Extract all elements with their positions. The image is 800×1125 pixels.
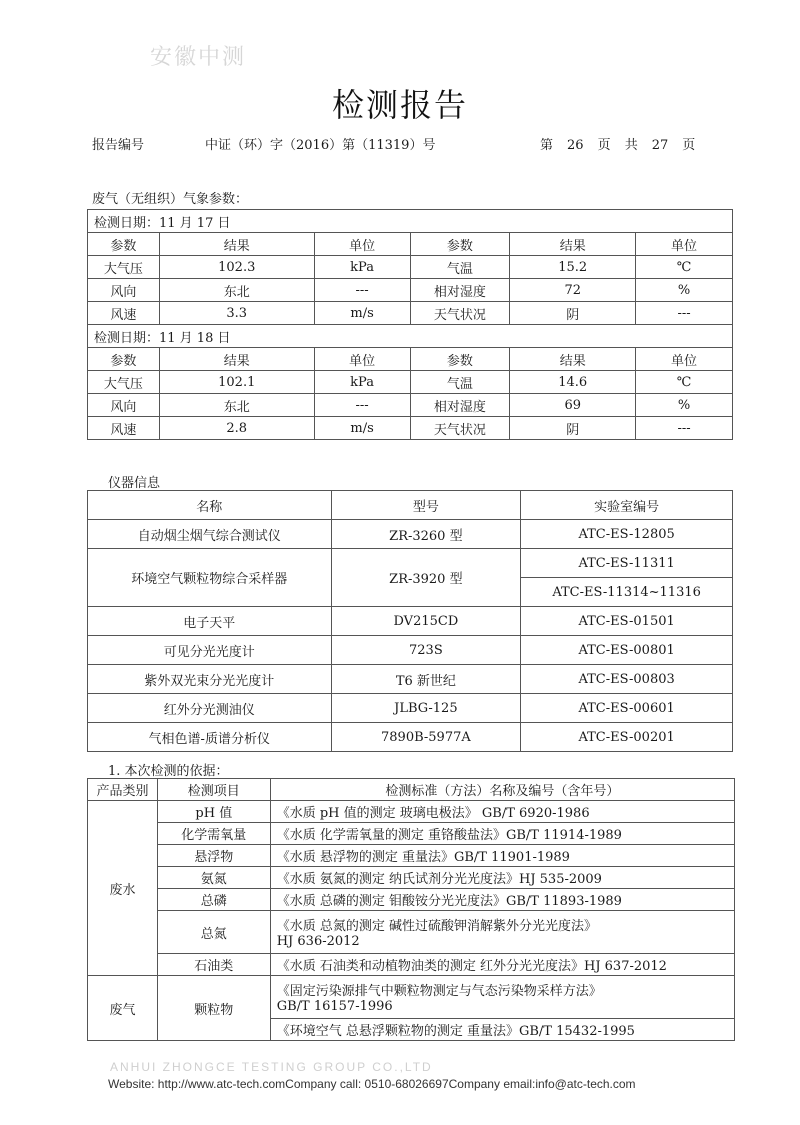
table-cell: 东北 [159, 279, 314, 302]
page-info [540, 134, 709, 153]
standard-cell [270, 845, 734, 867]
column-header: 结果 [159, 348, 314, 371]
table-cell: 3.3 [159, 302, 314, 325]
document-title: 检测报告 [331, 86, 468, 124]
column-header: 检测标准（方法）名称及编号（含年号） [270, 779, 734, 801]
column-header: 结果 [510, 233, 636, 256]
instrument-name: 电子天平 [88, 607, 332, 636]
date-row [88, 325, 733, 348]
table-cell: 相对湿度 [410, 279, 510, 302]
table-cell: --- [636, 417, 733, 440]
column-header: 参数 [88, 348, 160, 371]
table-row [88, 607, 733, 636]
column-header: 检测项目 [157, 779, 270, 801]
lab-id: ATC-ES-12805 [521, 520, 733, 549]
test-item: pH 值 [157, 801, 270, 823]
table-row [88, 889, 735, 911]
header-row [88, 233, 733, 256]
table-row [88, 302, 733, 325]
lab-id: ATC-ES-00801 [521, 636, 733, 665]
test-item: 总氮 [157, 911, 270, 954]
basis-section-title: 1. 本次检测的依据： [108, 764, 229, 779]
table-row [88, 976, 735, 1019]
table-cell: 15.2 [510, 256, 636, 279]
standard-line: 《水质 悬浮物的测定 重量法》GB/T 11901-1989 [276, 850, 570, 865]
column-header: 单位 [636, 348, 733, 371]
lab-id: ATC-ES-11314~11316 [521, 578, 733, 607]
table-row [88, 845, 735, 867]
page-mid: 页 共 [597, 138, 638, 153]
standard-line: GB/T 16157-1996 [276, 999, 393, 1014]
header-row [88, 491, 733, 520]
faded-stamp-watermark: 安徽中测 [150, 45, 247, 70]
instruments-section-title: 仪器信息 [108, 476, 161, 491]
column-header: 单位 [314, 348, 410, 371]
standard-cell [270, 976, 734, 1019]
standard-cell [270, 801, 734, 823]
basis-table [87, 778, 735, 1041]
instrument-model: 723S [331, 636, 521, 665]
instrument-model: ZR-3260 型 [331, 520, 521, 549]
product-category: 废水 [88, 801, 158, 976]
column-header: 产品类别 [88, 779, 158, 801]
lab-id: ATC-ES-11311 [521, 549, 733, 578]
standard-line: 《水质 pH 值的测定 玻璃电极法》 GB/T 6920-1986 [276, 806, 590, 821]
table-row [88, 867, 735, 889]
table-row [88, 394, 733, 417]
table-cell: 气温 [410, 371, 510, 394]
test-item: 石油类 [157, 954, 270, 976]
page-prefix: 第 [540, 138, 554, 153]
table-cell: --- [314, 394, 410, 417]
table-cell: --- [314, 279, 410, 302]
standard-line: 《水质 石油类和动植物油类的测定 红外分光光度法》HJ 637-2012 [276, 959, 667, 974]
column-header: 结果 [159, 233, 314, 256]
page-current: 26 [567, 138, 584, 153]
table-row [88, 954, 735, 976]
column-header: 参数 [410, 233, 510, 256]
footer-contact: Website: http://www.atc-tech.comCompany call: 0510-68026697Company email:info@atc-tech.com [108, 1077, 636, 1091]
test-item: 氨氮 [157, 867, 270, 889]
table-cell: 天气状况 [410, 417, 510, 440]
instruments-table [87, 490, 733, 752]
table-row [88, 549, 733, 578]
instrument-model: DV215CD [331, 607, 521, 636]
table-cell: kPa [314, 256, 410, 279]
test-date: 检测日期：11 月 17 日 [88, 210, 733, 233]
column-header: 型号 [331, 491, 521, 520]
test-item: 总磷 [157, 889, 270, 911]
report-number: 中证（环）字（2016）第（11319）号 [205, 138, 436, 153]
table-cell: ℃ [636, 371, 733, 394]
standard-cell: 《环境空气 总悬浮颗粒物的测定 重量法》GB/T 15432-1995 [270, 1019, 734, 1041]
lab-id: ATC-ES-00601 [521, 694, 733, 723]
standard-line: 《水质 总磷的测定 钼酸铵分光光度法》GB/T 11893-1989 [276, 894, 622, 909]
instrument-name: 自动烟尘烟气综合测试仪 [88, 520, 332, 549]
faded-company-name: ANHUI ZHONGCE TESTING GROUP CO.,LTD [110, 1060, 433, 1074]
table-cell: 相对湿度 [410, 394, 510, 417]
table-row [88, 279, 733, 302]
standard-line: 《固定污染源排气中颗粒物测定与气态污染物采样方法》 [276, 984, 602, 999]
table-cell: 阴 [510, 302, 636, 325]
instrument-name: 环境空气颗粒物综合采样器 [88, 549, 332, 607]
table-cell: 14.6 [510, 371, 636, 394]
standard-cell [270, 911, 734, 954]
table-cell: --- [636, 302, 733, 325]
instrument-model: T6 新世纪 [331, 665, 521, 694]
page-total: 27 [651, 138, 669, 153]
table-cell: ℃ [636, 256, 733, 279]
column-header: 结果 [510, 348, 636, 371]
instrument-name: 可见分光光度计 [88, 636, 332, 665]
table-cell: 102.1 [159, 371, 314, 394]
standard-line: 《水质 氨氮的测定 纳氏试剂分光光度法》HJ 535-2009 [276, 872, 602, 887]
lab-id: ATC-ES-01501 [521, 607, 733, 636]
table-cell: kPa [314, 371, 410, 394]
table-row [88, 520, 733, 549]
standard-cell [270, 889, 734, 911]
instrument-name: 紫外双光束分光光度计 [88, 665, 332, 694]
test-item: 化学需氧量 [157, 823, 270, 845]
table-cell: 风向 [88, 279, 160, 302]
standard-cell [270, 867, 734, 889]
header-row [88, 348, 733, 371]
test-item: 悬浮物 [157, 845, 270, 867]
table-cell: % [636, 279, 733, 302]
table-cell: 102.3 [159, 256, 314, 279]
column-header: 参数 [410, 348, 510, 371]
column-header: 单位 [636, 233, 733, 256]
product-category: 废气 [88, 976, 158, 1041]
table-cell: 72 [510, 279, 636, 302]
standard-line: 《水质 总氮的测定 碱性过硫酸钾消解紫外分光光度法》 [276, 919, 597, 934]
test-date: 检测日期：11 月 18 日 [88, 325, 733, 348]
table-cell: 风向 [88, 394, 160, 417]
column-header: 参数 [88, 233, 160, 256]
table-cell: 大气压 [88, 371, 160, 394]
table-cell: 天气状况 [410, 302, 510, 325]
table-row [88, 256, 733, 279]
test-item: 颗粒物 [157, 976, 270, 1041]
lab-id: ATC-ES-00201 [521, 723, 733, 752]
instrument-name: 红外分光测油仪 [88, 694, 332, 723]
table-cell: m/s [314, 302, 410, 325]
table-row [88, 636, 733, 665]
table-row [88, 911, 735, 954]
header-row [88, 779, 735, 801]
instrument-model: JLBG-125 [331, 694, 521, 723]
table-cell: 2.8 [159, 417, 314, 440]
table-row [88, 801, 735, 823]
report-number-label: 报告编号 [92, 138, 145, 153]
page-suffix: 页 [682, 138, 696, 153]
column-header: 单位 [314, 233, 410, 256]
weather-section-title: 废气（无组织）气象参数： [92, 192, 249, 207]
standard-cell [270, 954, 734, 976]
table-row [88, 694, 733, 723]
instrument-name: 气相色谱-质谱分析仪 [88, 723, 332, 752]
table-row [88, 371, 733, 394]
standard-line: HJ 636-2012 [276, 934, 360, 949]
column-header: 名称 [88, 491, 332, 520]
table-cell: 气温 [410, 256, 510, 279]
table-cell: 东北 [159, 394, 314, 417]
instrument-model: 7890B-5977A [331, 723, 521, 752]
date-row [88, 210, 733, 233]
table-cell: m/s [314, 417, 410, 440]
table-row [88, 723, 733, 752]
table-cell: 风速 [88, 417, 160, 440]
table-cell: 风速 [88, 302, 160, 325]
standard-cell [270, 823, 734, 845]
instrument-model: ZR-3920 型 [331, 549, 521, 607]
table-row [88, 417, 733, 440]
table-cell: % [636, 394, 733, 417]
table-row [88, 665, 733, 694]
table-cell: 阴 [510, 417, 636, 440]
standard-line: 《水质 化学需氧量的测定 重铬酸盐法》GB/T 11914-1989 [276, 828, 622, 843]
table-row [88, 823, 735, 845]
weather-table [87, 209, 733, 440]
table-cell: 69 [510, 394, 636, 417]
lab-id: ATC-ES-00803 [521, 665, 733, 694]
column-header: 实验室编号 [521, 491, 733, 520]
table-cell: 大气压 [88, 256, 160, 279]
